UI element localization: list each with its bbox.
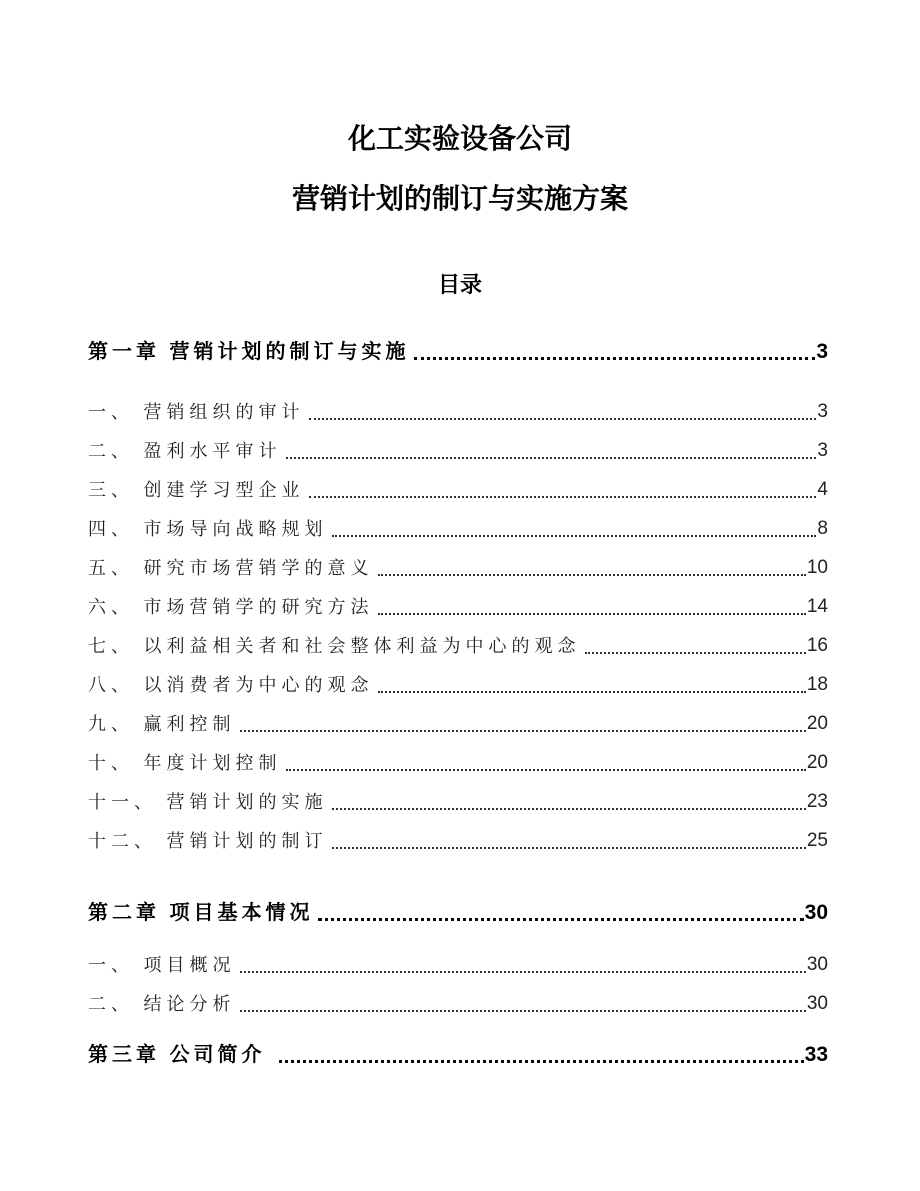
toc-dot-leader	[332, 535, 817, 537]
toc-dot-leader	[585, 652, 806, 654]
toc-heading: 目录	[437, 272, 482, 297]
toc-entry-item[interactable]	[88, 508, 828, 547]
toc-entry-item[interactable]	[88, 586, 828, 625]
toc-entry-label: 八、 以消费者为中心的观念	[88, 674, 374, 695]
toc-entry-item[interactable]	[88, 742, 828, 781]
toc-dot-leader	[240, 1010, 806, 1012]
toc-dot-leader	[286, 769, 806, 771]
toc-entry-label: 一、 营销组织的审计	[88, 401, 305, 422]
toc-entry-label: 十、 年度计划控制	[88, 752, 282, 773]
toc-dot-leader	[286, 457, 817, 459]
toc-entry-item[interactable]	[88, 983, 828, 1022]
toc-entry-label: 三、 创建学习型企业	[88, 479, 305, 500]
table-of-contents	[88, 339, 828, 1068]
toc-dot-leader	[279, 1060, 804, 1063]
toc-dot-leader	[332, 808, 806, 810]
toc-entry-label: 四、 市场导向战略规划	[88, 518, 328, 539]
toc-entry-item[interactable]	[88, 664, 828, 703]
toc-entry-label: 六、 市场营销学的研究方法	[88, 596, 374, 617]
toc-page-number: 33	[804, 1043, 828, 1066]
toc-dot-leader	[318, 918, 804, 921]
toc-dot-leader	[378, 691, 806, 693]
toc-entry-item[interactable]	[88, 625, 828, 664]
toc-entry-label: 第一章 营销计划的制订与实施	[88, 341, 410, 363]
toc-dot-leader	[309, 496, 817, 498]
toc-page-number: 3	[816, 340, 828, 363]
toc-entry-item[interactable]	[88, 781, 828, 820]
toc-page-number: 3	[817, 440, 828, 461]
toc-entry-item[interactable]	[88, 703, 828, 742]
toc-page-number: 8	[817, 518, 828, 539]
document-title-line1: 化工实验设备公司	[347, 123, 572, 154]
toc-page-number: 18	[806, 674, 828, 695]
document-title-line2: 营销计划的制订与实施方案	[291, 183, 628, 214]
toc-page-number: 3	[817, 401, 828, 422]
toc-entry-label: 第三章 公司简介	[88, 1044, 276, 1066]
toc-entry-item[interactable]	[88, 469, 828, 508]
toc-page-number: 30	[804, 901, 828, 924]
toc-page-number: 30	[806, 993, 828, 1014]
toc-dot-leader	[378, 574, 806, 576]
toc-dot-leader	[240, 971, 806, 973]
toc-entry-label: 七、 以利益相关者和社会整体利益为中心的观念	[88, 635, 581, 656]
toc-entry-label: 二、 盈利水平审计	[88, 440, 282, 461]
toc-entry-item[interactable]	[88, 391, 828, 430]
toc-page-number: 20	[806, 752, 828, 773]
toc-page-number: 30	[806, 954, 828, 975]
toc-entry-chapter-2[interactable]	[88, 900, 828, 926]
toc-dot-leader	[309, 418, 817, 420]
toc-dot-leader	[240, 730, 806, 732]
toc-entry-label: 九、 赢利控制	[88, 713, 236, 734]
toc-dot-leader	[414, 357, 816, 360]
toc-page-number: 4	[817, 479, 828, 500]
toc-entry-label: 五、 研究市场营销学的意义	[88, 557, 374, 578]
toc-entry-item[interactable]	[88, 944, 828, 983]
toc-page-number: 25	[806, 830, 828, 851]
toc-entry-label: 第二章 项目基本情况	[88, 902, 314, 924]
toc-page-number: 23	[806, 791, 828, 812]
toc-entry-item[interactable]	[88, 547, 828, 586]
toc-entry-label: 二、 结论分析	[88, 993, 236, 1014]
toc-page-number: 20	[806, 713, 828, 734]
toc-dot-leader	[332, 847, 806, 849]
toc-entry-chapter-3[interactable]	[88, 1042, 828, 1068]
toc-entry-label: 十一、 营销计划的实施	[88, 791, 328, 812]
toc-page-number: 14	[806, 596, 828, 617]
toc-entry-item[interactable]	[88, 820, 828, 859]
toc-entry-item[interactable]	[88, 430, 828, 469]
toc-dot-leader	[378, 613, 806, 615]
toc-entry-label: 十二、 营销计划的制订	[88, 830, 328, 851]
toc-entry-label: 一、 项目概况	[88, 954, 236, 975]
toc-page-number: 16	[806, 635, 828, 656]
toc-entry-chapter-1[interactable]	[88, 339, 828, 365]
toc-page-number: 10	[806, 557, 828, 578]
